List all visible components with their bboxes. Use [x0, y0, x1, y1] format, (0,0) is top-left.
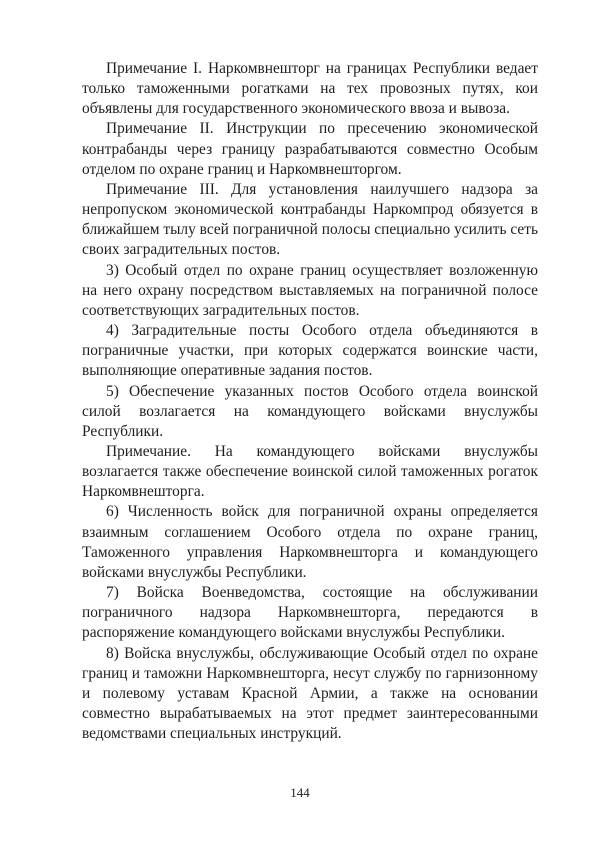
body-text: [82, 59, 538, 744]
paragraph-item-4: 4) Заградительные посты Особого отдела объединяются в пограничные участки, при которых содержатся воинские части, выполняющие оперативные задания постов.: [82, 322, 538, 380]
paragraph-item-5: 5) Обеспечение указанных постов Особого отдела воинской силой возлагается на командующего войсками внуслужбы Республики.: [82, 382, 538, 440]
paragraph-note-item-5: Примечание. На командующего войсками внуслужбы возлагается также обеспечение воинской силой таможенных рогаток Наркомвнешторга.: [82, 442, 538, 501]
paragraph-item-7: 7) Войска Военведомства, состоящие на обслуживании пограничного надзора Наркомвнешторга, передаются в распоряжение командующего войсками внуслужбы Республики.: [82, 584, 538, 642]
paragraph-item-3: 3) Особый отдел по охране границ осуществляет возложенную на него охрану посредством выставляемых на пограничной полосе соответствующих заградительных постов.: [82, 261, 538, 319]
paragraph-note-1: Примечание I. Наркомвнешторг на границах Республики ведает только таможенными рогатками на тех провозных путях, кои объявлены для государственного экономического ввоза и вывоза.: [82, 60, 538, 118]
paragraph-item-6: 6) Численность войск для пограничной охраны определяется взаимным соглашением Особого отдела по охране границ, Таможенного управления Наркомвнешторга и командующего войсками внуслужбы Республики.: [82, 503, 538, 581]
paragraph-item-8: 8) Войска внуслужбы, обслуживающие Особый отдел по охране границ и таможни Наркомвнешторга, несут службу по гарнизонному и полевому уставам Красной Армии, а также на основании совместно вырабатываемых на этот предмет заинтересованными ведомствами специальных инструкций.: [82, 644, 538, 743]
page-number: 144: [290, 785, 310, 800]
paragraph-note-2: Примечание II. Инструкции по пресечению экономической контрабанды через границу разрабатываются совместно Особым отделом по охране границ и Наркомвнешторгом.: [82, 120, 538, 178]
paragraph-note-3: Примечание III. Для установления наилучшего надзора за непропуском экономической контрабанды Наркомпрод обязуется в ближайшем тылу всей пограничной полосы специально усилить сеть своих заградительных постов.: [82, 180, 538, 259]
